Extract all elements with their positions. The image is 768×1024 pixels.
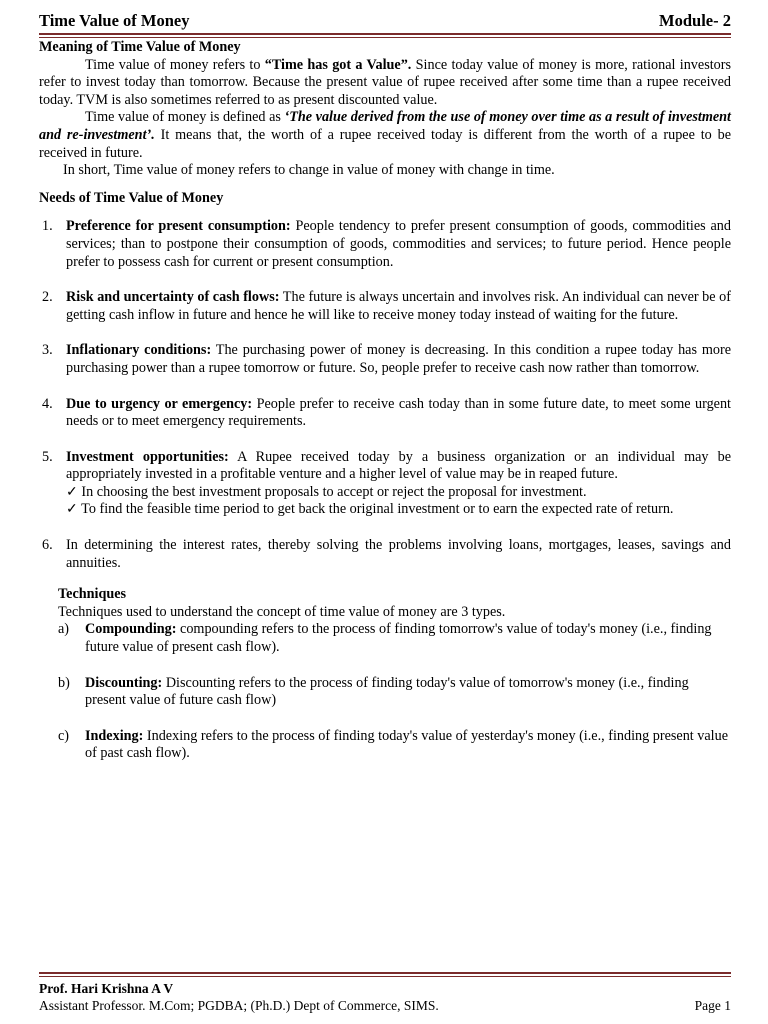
list-item: 4. Due to urgency or emergency: People prefer to receive cash today than in some future date, to meet some urgent needs or to meet emergency requirements. [42, 395, 731, 430]
header-rule [39, 33, 731, 38]
list-item: b) Discounting: Discounting refers to the process of finding today's value of tomorrow's money (i.e., finding present value of future cash flow) [58, 674, 689, 709]
list-item: 3. Inflationary conditions: The purchasing power of money is decreasing. In this condition a rupee today has more purchasing power than a rupee tomorrow or future. So, people prefer to receive cash now rather than tomorrow. [42, 342, 731, 376]
page-body [39, 39, 731, 781]
footer-designation: Assistant Professor. M.Com; PGDBA; (Ph.D.) Dept of Commerce, SIMS. [39, 998, 439, 1013]
meaning-paragraph-2: Time value of money is defined as ‘The value derived from the use of money over time as a result of investment and re-investment’. It means that, the worth of a rupee received today is different from the worth of a rupee to be received in future. [39, 109, 732, 161]
footer-author: Prof. Hari Krishna A V [39, 981, 174, 996]
techniques-intro: Techniques used to understand the concept of time value of money are 3 types. [58, 603, 506, 620]
list-item: 6. In determining the interest rates, thereby solving the problems involving loans, mortgages, leases, savings and annuities. [42, 537, 731, 571]
page-header [39, 10, 731, 31]
header-title: Time Value of Money [39, 11, 190, 30]
meaning-paragraph-3: In short, Time value of money refers to change in value of money with change in time. [63, 162, 555, 179]
page-number: Page 1 [694, 998, 731, 1013]
list-item: c) Indexing: Indexing refers to the process of finding today's value of yesterday's money (i.e., finding present value of past cash flow). [58, 727, 729, 762]
techniques-heading: Techniques [58, 586, 127, 603]
list-item: 5. Investment opportunities: A Rupee received today by a business organization or an individual may be appropriately invested in a profitable venture and a higher level of value may be in reaped future. ✓ In choosing the best investment proposals to accept or reject the proposal for investment. ✓ To find the feasible time period to get back the original investment or to earn the expected rate of return. [42, 448, 731, 518]
techniques-section [58, 586, 731, 763]
list-item: a) Compounding: compounding refers to the process of finding tomorrow's value of today's money (i.e., finding future value of present cash flow). [58, 621, 712, 656]
page-footer [39, 972, 731, 1014]
checkmark-item: ✓ To find the feasible time period to get back the original investment or to earn the expected rate of return. [66, 501, 674, 518]
meaning-paragraph-1: Time value of money refers to “Time has got a Value”. Since today value of money is more, rational investors refer to invest today than tomorrow. Because the present value of rupee received after some time than a rupee received today. TVM is also sometimes referred to as present discounted value. [39, 56, 731, 108]
document-page [39, 10, 731, 1014]
needs-heading: Needs of Time Value of Money [39, 189, 224, 206]
meaning-heading: Meaning of Time Value of Money [39, 39, 241, 55]
needs-list [39, 218, 731, 572]
list-item: 1. Preference for present consumption: People tendency to prefer present consumption of goods, commodities and services; than to postpone their consumption of goods, commodities and services; to future period. Hence people prefer to possess cash for current or present consumption. [42, 218, 731, 270]
checkmark-item: ✓ In choosing the best investment proposals to accept or reject the proposal for investment. [66, 483, 587, 500]
footer-rule [39, 972, 731, 977]
techniques-list [58, 621, 731, 763]
header-module: Module- 2 [659, 11, 731, 30]
list-item: 2. Risk and uncertainty of cash flows: The future is always uncertain and involves risk. An individual can never be of getting cash inflow in future and hence he will like to receive money today instead of waiting for the future. [42, 289, 731, 323]
